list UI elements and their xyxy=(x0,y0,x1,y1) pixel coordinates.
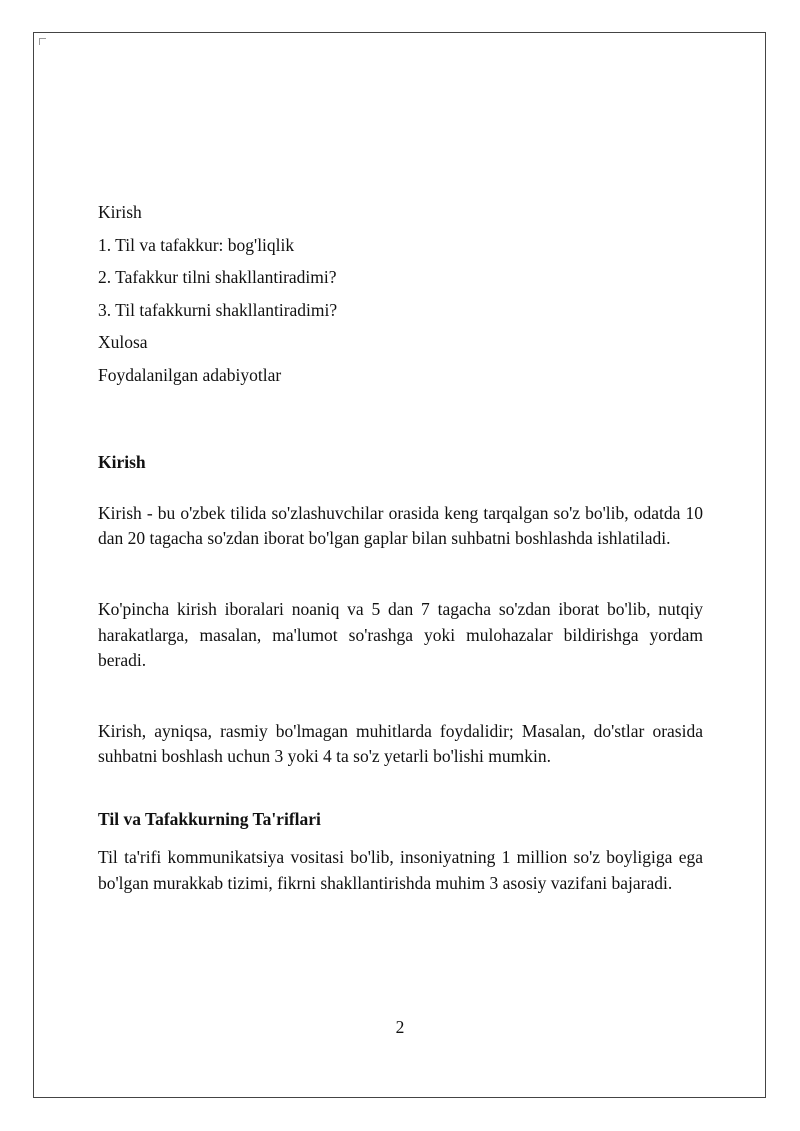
toc-item-xulosa: Xulosa xyxy=(98,332,148,353)
document-body xyxy=(98,200,703,896)
paragraph-definitions-1: Til ta'rifi kommunikatsiya vositasi bo'lib, insoniyatning 1 million so'z boyligiga ega bo'lgan murakkab tizimi, fikrni shakllantirishda muhim 3 asosiy vazifani bajaradi. xyxy=(98,847,703,893)
toc-item-3: 3. Til tafakkurni shakllantiradimi? xyxy=(98,299,338,320)
page-number: 2 xyxy=(395,1017,405,1037)
section-heading-kirish: Kirish xyxy=(98,451,146,472)
toc-item-2: 2. Tafakkur tilni shakllantiradimi? xyxy=(98,267,337,288)
toc-item-1: 1. Til va tafakkur: bog'liqlik xyxy=(98,234,295,255)
paragraph-kirish-1: Kirish - bu o'zbek tilida so'zlashuvchilar orasida keng tarqalgan so'z bo'lib, odatda 10 dan 20 tagacha so'zdan iborat bo'lgan gaplar bilan suhbatni boshlashda ishlatiladi. xyxy=(98,502,703,549)
paragraph-kirish-3: Kirish, ayniqsa, rasmiy bo'lmagan muhitlarda foydalidir; Masalan, do'stlar orasida suhbatni boshlash uchun 3 yoki 4 ta so'z yetarli bo'lishi mumkin. xyxy=(98,720,703,767)
toc-item-adabiyotlar: Foydalanilgan adabiyotlar xyxy=(98,364,282,385)
corner-mark xyxy=(39,38,46,45)
section-heading-definitions: Til va Tafakkurning Ta'riflari xyxy=(98,809,321,830)
toc-item-kirish: Kirish xyxy=(98,202,142,222)
table-of-contents xyxy=(98,200,703,387)
paragraph-kirish-2: Ko'pincha kirish iboralari noaniq va 5 dan 7 tagacha so'zdan iborat bo'lib, nutqiy harakatlarga, masalan, ma'lumot so'rashga yoki mulohazalar bildirishga yordam beradi. xyxy=(98,599,703,670)
